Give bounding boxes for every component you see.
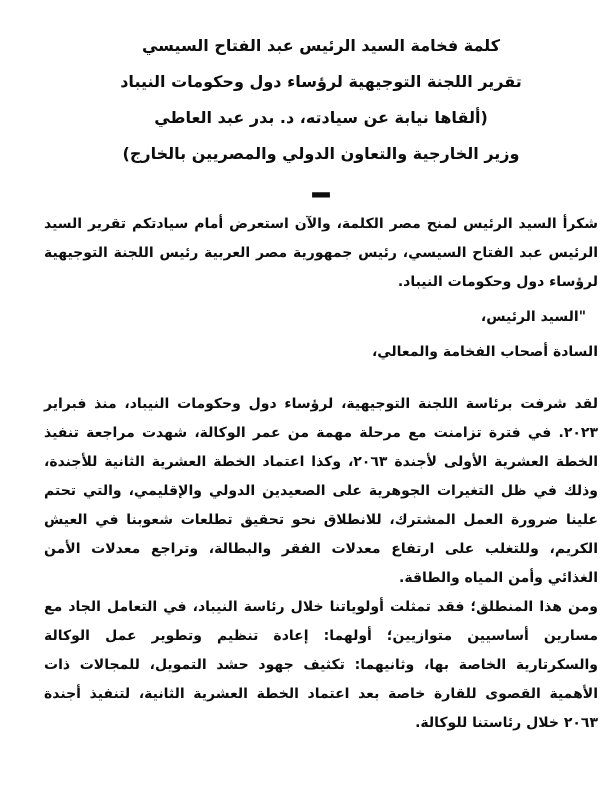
document-body <box>44 210 598 738</box>
paragraph-presidency-period: لقد شرفت برئاسة اللجنة التوجيهية، لرؤساء دول وحكومات النيباد، منذ فبراير ٢٠٢٣. في فترة تزامنت مع مرحلة مهمة من عمر الوكالة، شهدت مراجعة تنفيذ الخطة العشرية الأولى لأجندة ٢٠٦٣، وكذا اعتماد الخطة العشرية الثانية للأجندة، وذلك في ظل التغيرات الجوهرية على الصعيدين الدولي والإقليمي، والتي تحتم علينا ضرورة العمل المشترك، للانطلاق نحو تحقيق تطلعات شعوبنا في العيش الكريم، وللتغلب على ارتفاع معدلات الفقر والبطالة، وتراجع معدلات الأمن الغذائي وأمن المياه والطاقة. <box>44 396 598 586</box>
title-line-speech: كلمة فخامة السيد الرئيس عبد الفتاح السيسي <box>141 36 500 55</box>
title-line-report: تقرير اللجنة التوجيهية لرؤساء دول وحكومات النيباد <box>120 72 522 91</box>
paragraph-opening-thanks: شكرأ السيد الرئيس لمنح مصر الكلمة، والآن استعرض أمام سيادتكم تقرير السيد الرئيس عبد الفتاح السيسي، رئيس جمهورية مصر العربية رئيس اللجنة التوجيهية لرؤساء دول وحكومات النيباد. <box>44 216 598 290</box>
line-address-president: "السيد الرئيس، <box>480 309 586 325</box>
title-line-delivered-by: (ألقاها نيابة عن سيادته، د. بدر عبد العاطي <box>154 108 488 127</box>
document-title-block <box>44 28 598 172</box>
separator-dash-icon: — <box>311 166 331 218</box>
paragraph-priorities-tracks: ومن هذا المنطلق؛ فقد تمثلت أولوياتنا خلال رئاسة النيباد، في التعامل الجاد مع مسارين أساسيين متوازيين؛ أولهما: إعادة تنظيم وتطوير عمل الوكالة والسكرتارية الخاصة بها، وثانيهما: تكثيف جهود حشد التمويل، للمجالات ذات الأهمية القصوى للقارة خاصة بعد اعتماد الخطة العشرية الثانية، لتنفيذ أجندة ٢٠٦٣ خلال رئاستنا للوكالة. <box>44 599 598 731</box>
line-salutation-excellencies: السادة أصحاب الفخامة والمعالي، <box>371 344 598 360</box>
separator-row <box>44 166 598 218</box>
title-line-minister: وزير الخارجية والتعاون الدولي والمصريين بالخارج) <box>122 144 520 163</box>
